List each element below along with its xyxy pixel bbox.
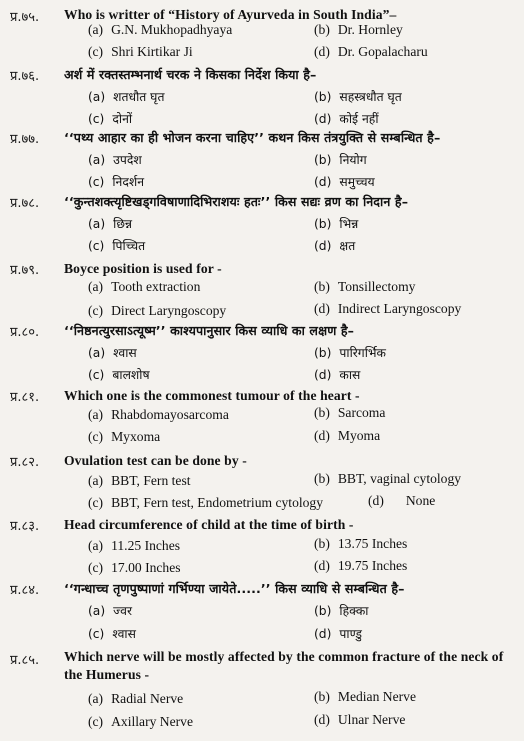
- option-a: (a) शतधौत घृत: [88, 90, 165, 104]
- option-a: (a) G.N. Mukhopadhyaya: [88, 22, 233, 37]
- option-b: (b) सहस्त्रधौत घृत: [314, 90, 402, 104]
- question-text: अर्श में रक्तस्तम्भनार्थ चरक ने किसका निर्देश किया है–: [64, 67, 317, 82]
- question-number: प्र.८३.: [10, 519, 40, 534]
- option-d: (d) समुच्चय: [314, 175, 375, 189]
- option-b: (b) नियोग: [314, 153, 367, 167]
- option-a: (a) 11.25 Inches: [88, 538, 181, 553]
- question-text: Who is writter of “History of Ayurveda in South India”–: [64, 7, 397, 22]
- question-number: प्र.८०.: [10, 325, 40, 340]
- option-b: (b) Sarcoma: [314, 405, 386, 420]
- option-b: (b) भिन्न: [314, 217, 359, 231]
- question-number: प्र.७७.: [10, 132, 40, 147]
- option-d: (d) कोई नहीं: [314, 112, 379, 126]
- option-c: (c) Direct Laryngoscopy: [88, 303, 227, 318]
- option-d: (d) पाण्डु: [314, 627, 362, 641]
- option-d: (d) कास: [314, 368, 361, 382]
- option-c: (c) दोनों: [88, 112, 133, 126]
- option-b: (b) हिक्का: [314, 604, 369, 618]
- option-d: (d) Ulnar Nerve: [314, 712, 406, 727]
- option-a: (a) Rhabdomayosarcoma: [88, 407, 229, 422]
- option-b: (b) 13.75 Inches: [314, 536, 408, 551]
- option-a: (a) BBT, Fern test: [88, 473, 191, 488]
- option-d: (d) 19.75 Inches: [314, 558, 408, 573]
- question-text: Head circumference of child at the time of birth -: [64, 517, 354, 532]
- question-text: ‘‘निष्ठनत्युरसाऽत्यूष्म’’ काश्यपानुसार किस व्याधि का लक्षण है–: [64, 323, 355, 338]
- option-d: (d) Indirect Laryngoscopy: [314, 301, 462, 316]
- question-number: प्र.७५.: [10, 10, 40, 25]
- option-a: (a) छिन्न: [88, 217, 132, 231]
- option-c: (c) श्वास: [88, 627, 136, 641]
- question-text: ‘‘गन्धाच्च तृणपुष्पाणां गर्भिण्या जायेते.....’’ किस व्याधि से सम्बन्धित है–: [64, 581, 405, 596]
- option-d: (d) क्षत: [314, 239, 356, 253]
- question-number: प्र.८५.: [10, 653, 40, 668]
- option-d: (d) Myoma: [314, 428, 381, 443]
- option-c: (c) BBT, Fern test, Endometrium cytology: [88, 495, 324, 510]
- option-b: (b) Dr. Hornley: [314, 22, 403, 37]
- question-number: प्र.८४.: [10, 583, 40, 598]
- option-c: (c) निदर्शन: [88, 175, 145, 189]
- question-number: प्र.८१.: [10, 390, 40, 405]
- question-number: प्र.८२.: [10, 455, 40, 470]
- option-a: (a) ज्वर: [88, 604, 133, 618]
- question-number: प्र.७८.: [10, 196, 40, 211]
- option-a: (a) श्वास: [88, 346, 137, 360]
- option-d: (d) None: [368, 493, 436, 508]
- question-text: ‘‘पथ्य आहार का ही भोजन करना चाहिए’’ कथन किस तंत्रयुक्ति से सम्बन्धित है–: [64, 130, 441, 145]
- option-b: (b) BBT, vaginal cytology: [314, 471, 462, 486]
- option-a: (a) उपदेश: [88, 153, 142, 167]
- option-c: (c) Axillary Nerve: [88, 714, 194, 729]
- question-text: Which one is the commonest tumour of the heart -: [64, 388, 360, 403]
- option-c: (c) पिच्चित: [88, 239, 146, 253]
- option-c: (c) 17.00 Inches: [88, 560, 181, 575]
- option-b: (b) Tonsillectomy: [314, 279, 416, 294]
- option-c: (c) Myxoma: [88, 429, 161, 444]
- question-text: Boyce position is used for -: [64, 261, 222, 276]
- option-a: (a) Tooth extraction: [88, 279, 201, 294]
- question-text: Which nerve will be mostly affected by the common fracture of the neck of the Humerus -: [64, 649, 504, 682]
- option-c: (c) बालशोष: [88, 368, 150, 382]
- option-b: (b) Median Nerve: [314, 689, 416, 704]
- question-text: ‘‘कुन्तशक्त्यृष्टिखड्गविषाणादिभिराशयः हतः’’ किस सद्यः व्रण का निदान है–: [64, 194, 409, 209]
- option-d: (d) Dr. Gopalacharu: [314, 44, 428, 59]
- option-a: (a) Radial Nerve: [88, 691, 184, 706]
- option-c: (c) Shri Kirtikar Ji: [88, 44, 193, 59]
- question-number: प्र.७९.: [10, 263, 40, 278]
- option-b: (b) पारिगर्भिक: [314, 346, 386, 360]
- question-number: प्र.७६.: [10, 69, 40, 84]
- question-text: Ovulation test can be done by -: [64, 453, 247, 468]
